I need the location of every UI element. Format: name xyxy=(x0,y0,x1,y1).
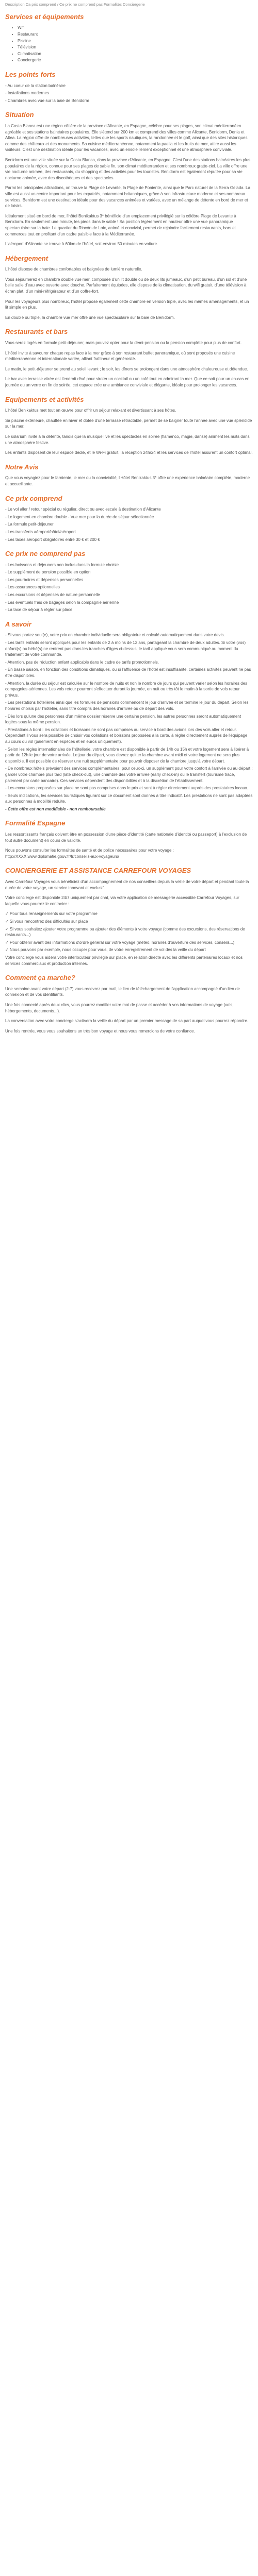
points-forts-title: Les points forts xyxy=(5,71,56,79)
non-remboursable-note: - Cette offre est non modifiable - non remboursable xyxy=(5,806,106,811)
paragraph: L'hôtel invite à savourer chaque repas face à la mer grâce à son restaurant buffet panoramique, où sont proposés une cuisine méditerranéenne et internationale variée, alliant fraîcheur et générosité. xyxy=(5,350,235,362)
comprend-title: Ce prix comprend xyxy=(5,494,62,502)
restaurants-title: Restaurants et bars xyxy=(5,328,68,336)
list-item: - En basse saison, en fonction des conditions climatiques, ou si l'affluence de l'hôtel est insuffisante, certaines activités peuvent ne pas être disponibles. xyxy=(5,667,251,678)
avis-title: Notre Avis xyxy=(5,463,39,471)
a-savoir-list xyxy=(5,632,253,804)
list-item: - Selon les règles internationales de l'hôtellerie, votre chambre est disponible à partir de 14h ou 15h et votre logement sera à libérer à partir de 12h le jour de votre arrivée. Le jour du départ, vous devrez quitter la chambre avant midi et votre logement ne sera plus disponible. Il est possible de réserver une nuit supplémentaire pour pouvoir disposer de la chambre jusqu'à votre départ. xyxy=(5,747,249,764)
list-item: • Télévision xyxy=(18,44,253,50)
paragraph: Les ressortissants français doivent être en possession d'une pièce d'identité (carte nationale d'identité ou passeport) à l'exclusion de tout autre document) en cours de validité. xyxy=(5,832,247,843)
list-item: - Les pourboires et dépenses personnelles xyxy=(5,577,84,582)
paragraph: Les enfants disposent de leur espace dédié, et le Wi-Fi gratuit, la réception 24h/24 et les services de l'hôtel assurent un confort optimal. xyxy=(5,450,253,455)
paragraph: Une semaine avant votre départ (J-7) vous recevrez par mail, le lien de téléchargement de l'application accompagné d'un lien de connexion et de vos identifiants. xyxy=(5,986,240,997)
comment-title: Comment ça marche? xyxy=(5,974,75,982)
list-item: - Dès lors qu'une des personnes d'un même dossier réserve une certaine pension, les autres personnes seront automatiquement logées sous la même pension. xyxy=(5,714,241,725)
paragraph: Sa piscine extérieure, chauffée en hiver et dotée d'une terrasse rétractable, permet de se baigner toute l'année avec une vue splendide sur la mer. xyxy=(5,418,252,429)
list-item: - Les transferts aéroport/hôtel/aéroport xyxy=(5,529,76,534)
paragraph: Le bar avec terrasse vitrée est l'endroit rêvé pour siroter un cocktail ou un café tout en admirant la mer. Que ce soit pour un en-cas en journée ou un verre en fin de soirée, cet espace crée une ambiance conviviale et élégante, idéale pour prolonger les vacances. xyxy=(5,377,250,387)
paragraph: Idéalement situé en bord de mer, l'hôtel Benikaktus 3* bénéficie d'un emplacement privilégié sur la célèbre Plage de Levante à Benidorm. En seulement une minute, les pieds dans le sable ! Sa position légèrement en hauteur offre une vue panoramique spectaculaire sur la baie. Le quartier du Rincón de Loix, animé et convivial, permet de rejoindre facilement restaurants, bars et commerces tout en profitant d'un cadre paisible face à la Méditerranée. xyxy=(5,213,236,236)
list-item: • Piscine xyxy=(18,38,253,44)
paragraph: L'aéroport d'Alicante se trouve à 60km de l'hôtel, soit environ 50 minutes en voiture. xyxy=(5,242,158,247)
list-item: ✓ Nous pouvons par exemple, nous occuper pour vous, de votre enregistrement de vol dès la veille du départ xyxy=(5,947,206,953)
paragraph: Votre concierge vous aidera votre interlocuteur privilégié sur place, en relation directe avec les différents partenaires locaux et nos services commerciaux et production internes. xyxy=(5,955,243,966)
situation-title: Situation xyxy=(5,111,34,119)
formalites-title: Formalité Espagne xyxy=(5,819,66,827)
page xyxy=(0,0,258,1048)
list-item: • Restaurant xyxy=(18,31,253,38)
list-item: - Les excursions et dépenses de nature personnelle xyxy=(5,592,100,598)
list-item: - Au coeur de la station balnéaire xyxy=(5,83,66,88)
paragraph: Pour les voyageurs plus nombreux, l'hôtel propose également cette chambre en version triple, avec les mêmes aménagements, et un lit simple en plus. xyxy=(5,299,249,310)
ne-comprend-title: Ce prix ne comprend pas xyxy=(5,550,86,558)
list-item: - Les excursions proposées sur place ne sont pas comprises dans le prix et sont à régler directement auprès des prestataires locaux. xyxy=(5,786,248,791)
paragraph: Avec Carrefour Voyages vous bénéficiez d'un accompagnement de nos conseillers depuis la veille de votre départ et pendant toute la durée de votre voyage, un service innovant et exclusif. xyxy=(5,879,249,890)
comprend-list xyxy=(5,506,253,543)
paragraph: Le matin, le petit-déjeuner se prend au soleil levant ; le soir, les dîners se prolongent dans une atmosphère chaleureuse et détendue. xyxy=(5,366,248,371)
list-item: - Seuls indications, les services touristiques figurant sur ce document sont donnés à titre indicatif. Les prestations ne sont pas adaptées aux personnes à mobilité réduite. xyxy=(5,793,253,804)
list-item: - Prestations à bord : les collations et boissons ne sont pas comprises au service à bord des avions lors des vols aller et retour. Cependant il vous sera possible de choisir vos collations et boissons proposées à la carte, à régler directement auprès de l'équipage au cours du vol (paiement en espèces et en euros uniquement). xyxy=(5,727,248,744)
list-item: ✓ Pour obtenir avant des informations d'ordre général sur votre voyage (météo, horaires d'ouverture des services, conseils...) xyxy=(5,940,235,945)
list-item: - Les taxes aéroport obligatoires entre 30 € et 200 € xyxy=(5,537,100,542)
paragraph: Que vous voyagiez pour le farniente, le mer ou la convivialité, l'Hôtel Benikaktus 3* offre une expérience balnéaire complète, moderne et accueillante. xyxy=(5,476,250,486)
ne-comprend-list xyxy=(5,562,253,613)
list-item: • Conciergerie xyxy=(18,57,253,63)
paragraph: En double ou triple, la chambre vue mer offre une vue spectaculaire sur la baie de Benidorm. xyxy=(5,315,175,320)
list-item: - Attention, la durée du séjour est calculée sur le nombre de nuits et non le nombre de jours qui peuvent varier selon les horaires des compagnies aériennes. Les vols retour pourront s'effectuer durant la journée, en nuit ou très tôt le matin à la sortie de vols retour prévus. xyxy=(5,681,248,698)
list-item: - Le logement en chambre double - Vue mer pour la durée de séjour sélectionnée xyxy=(5,514,154,519)
list-item: • Climatisation xyxy=(18,51,253,57)
list-item: - La formule petit-déjeuner xyxy=(5,522,54,527)
paragraph: La Costa Blanca est une région côtière de la province d'Alicante, en Espagne, célèbre pour ses plages, son climat méditerranéen agréable et ses stations balnéaires populaires. Elle s'étend sur 200 km et comprend des villes comme Alicante, Benidorm, Denia et Altea. La région offre de nombreuses activités, telles que les sports nautiques, la randonnée et le golf, ainsi que des sites historiques comme des châteaux et des monuments. Sa cuisine méditerranéenne, notamment la paella et les fruits de mer, attire aussi les visiteurs. C'est une destination idéale pour les vacances, avec un ensoleillement exceptionnel et une atmosphère conviviale. xyxy=(5,124,248,152)
formalites-link-paragraph[interactable]: Nous pouvons consulter les formalités de santé et de police nécessaires pour votre voyage : http://XXXX.www.diplomatie.gouv.fr/fr/conseils-aux-voyageurs/ xyxy=(5,848,174,859)
list-item: - Les assurances optionnelles xyxy=(5,585,60,590)
list-item: - Chambres avec vue sur la baie de Benidorm xyxy=(5,98,89,103)
conciergerie-list xyxy=(5,911,253,953)
list-item: - Les prestations hôtelières ainsi que les formules de pensions commencent le jour d'arrivée et se termine le jour du départ. Selon les horaires choisis par l'hôtelier, sans titre compris des horaires d'arrivée ou de départ des vols. xyxy=(5,700,249,711)
paragraph: Parmi les principales attractions, on trouve la Plage de Levante, la Plage de Poniente, ainsi que le Parc naturel de la Serra Gelada. La ville est aussi un centre important pour les expatriés, notamment britanniques, grâce à son infrastructure moderne et ses nombreux services. Benidorm est une destination idéale pour des vacances animées et variées, avec un mélange de détente en bord de mer et de loisirs. xyxy=(5,185,250,209)
paragraph: Benidorm est une ville située sur la Costa Blanca, dans la province d'Alicante, en Espagne. C'est l'une des stations balnéaires les plus populaires de la région, connue pour ses plages de sable fin, son climat méditerranéen et ses nombreux gratte-ciel. La ville offre une vie nocturne animée, des restaurants, du shopping et des activités pour les touristes. Benidorm est également réputée pour sa vie nocturne animée, avec des discothèques et des spectacles. xyxy=(5,157,251,180)
paragraph: Le solarium invite à la détente, tandis que la musique live et les spectacles en soirée (flamenco, magie, danse) animent les nuits dans une atmosphère festive. xyxy=(5,434,250,445)
list-item: - De nombreux hôtels prévoient des services complémentaires, pour ceux-ci, un supplément pour votre confort à l'arrivée ou au départ : garder votre chambre plus tard (late check-out), une chambre dès votre arrivée (early check-in) ou le transfert (tourisme tracé, paiement par carte bancaire). Ces services dépendent des disponibilités et à la discrétion de l'établissement. xyxy=(5,766,253,783)
breadcrumb[interactable]: Description Ca prix comprend / Ce prix ne comprend pas Formalités Conciergerie xyxy=(5,2,145,7)
list-item: ✓ Pour tous renseignements sur votre programme xyxy=(5,911,98,917)
paragraph: Vous serez logés en formule petit-déjeuner, mais pouvez opter pour la demi-pension ou la pension complète pour plus de confort. xyxy=(5,341,242,346)
list-item: - Les boissons et déjeuners non inclus dans la formule choisie xyxy=(5,562,119,567)
paragraph: L'hôtel dispose de chambres confortables et baignées de lumière naturelle. xyxy=(5,267,142,272)
list-item: - Attention, pas de réduction enfant applicable dans le cadre de tarifs promotionnels. xyxy=(5,659,159,665)
list-item: - Les tarifs enfants seront appliqués pour les enfants de 2 à moins de 12 ans, partageant la chambre de deux adultes. Si votre (vos) enfant(s) ou bébé(s) ne rentrent pas dans les tranches d'âges ci-dessus, le tarif appliqué vous sera communiqué au moment du traitement de votre commande. xyxy=(5,640,246,657)
list-item: ✓ Si vous rencontrez des difficultés sur place xyxy=(5,919,88,924)
paragraph: Vous séjournerez en chambre double vue mer, composée d'un lit double ou de deux lits jumeaux, d'un petit bureau, d'un sol et d'une belle salle d'eau avec ouverte avec douche. Parfaitement équipées, elle dispose de la climatisation, du wifi gratuit, d'une télévision à écran plat, d'un mini-réfrigérateur et d'un coffre-fort. xyxy=(5,277,247,294)
list-item: - La taxe de séjour à régler sur place xyxy=(5,607,73,613)
list-item: • Wifi xyxy=(18,25,253,31)
equipements-title: Equipements et activités xyxy=(5,395,84,403)
list-item: ✓ Si vous souhaitez ajouter votre programme ou ajouter des éléments à votre voyage (comme des excursions, des réservations de restaurants...) xyxy=(5,926,245,938)
paragraph: La conversation avec votre concierge s'activera la veille du départ par un premier message de sa part auquel vous pourrez répondre. xyxy=(5,1019,249,1024)
list-item: - Si vous partez seul(e), votre prix en chambre individuelle sera obligatoire et calculé automatiquement dans votre devis. xyxy=(5,633,225,638)
conciergerie-title: CONCIERGERIE ET ASSISTANCE CARREFOUR VOYAGES xyxy=(5,867,191,875)
services-title: Services et équipements xyxy=(5,12,84,21)
paragraph: L'hôtel Benikaktus met tout en œuvre pour offrir un séjour relaxant et divertissant à ses hôtes. xyxy=(5,408,176,413)
paragraph: Une fois rentrée, vous vous souhaitons un très bon voyage et nous vous remercions de votre confiance. xyxy=(5,1028,195,1033)
list-item: - Installations modernes xyxy=(5,91,49,96)
services-list xyxy=(5,25,253,63)
a-savoir-title: A savoir xyxy=(5,620,31,628)
list-item: - Le supplément de pension possible en option xyxy=(5,570,91,575)
list-item: - Le vol aller / retour spécial ou régulier, direct ou avec escale à destination d'Alicante xyxy=(5,507,161,512)
paragraph: Votre concierge est disponible 24/7 uniquement par chat, via votre application de messagerie accessible Carrefour Voyages, sur laquelle vous pourrez le contacter : xyxy=(5,895,239,906)
paragraph: Une fois connecté après deux clics, vous pourrez modifier votre mot de passe et accéder à vos informations de voyage (vols, hébergements, documents...). xyxy=(5,1002,234,1013)
list-item: - Les éventuels frais de bagages selon la compagnie aérienne xyxy=(5,600,119,605)
hebergement-title: Hébergement xyxy=(5,254,49,262)
points-forts-list xyxy=(5,83,253,104)
